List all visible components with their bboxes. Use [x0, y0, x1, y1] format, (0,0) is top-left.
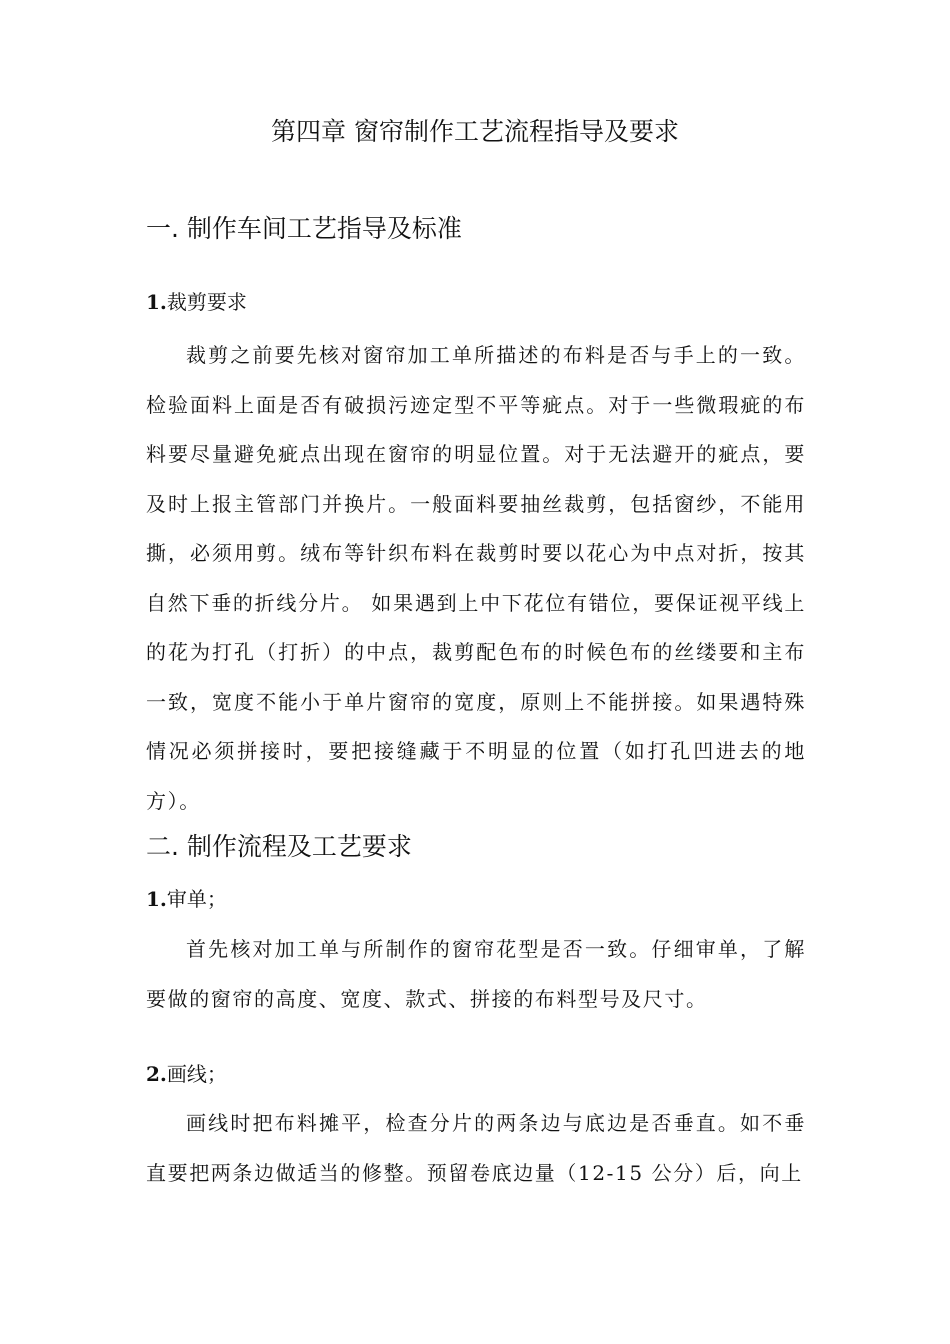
item-title: 审单；	[166, 887, 227, 911]
sub-heading-review-order	[146, 884, 227, 914]
section-heading-1: 一. 制作车间工艺指导及标准	[146, 214, 462, 243]
item-title: 画线；	[166, 1062, 227, 1086]
sub-heading-drawing-lines	[146, 1059, 227, 1089]
sub-heading-cutting	[146, 287, 247, 317]
chapter-title: 第四章 窗帘制作工艺流程指导及要求	[271, 117, 679, 146]
paragraph-drawing-lines: 画线时把布料摊平，检查分片的两条边与底边是否垂直。如不垂直要把两条边做适当的修整。预留卷底边量（12-15 公分）后，向上	[146, 1111, 806, 1185]
paragraph-cutting-requirements: 裁剪之前要先核对窗帘加工单所描述的布料是否与手上的一致。检验面料上面是否有破损污迹定型不平等疵点。对于一些微瑕疵的布料要尽量避免疵点出现在窗帘的明显位置。对于无法避开的疵点，要及时上报主管部门并换片。一般面料要抽丝裁剪，包括窗纱，不能用撕，必须用剪。绒布等针织布料在裁剪时要以花心为中点对折，按其自然下垂的折线分片。 如果遇到上中下花位有错位，要保证视平线上的花为打孔（打折）的中点，裁剪配色布的时候色布的丝缕要和主布一致，宽度不能小于单片窗帘的宽度，原则上不能拼接。如果遇特殊情况必须拼接时，要把接缝藏于不明显的位置（如打孔凹进去的地方）。	[146, 343, 806, 813]
section-heading-2: 二. 制作流程及工艺要求	[146, 832, 412, 861]
item-number: 1.	[146, 290, 167, 314]
item-title: 裁剪要求	[166, 290, 247, 314]
paragraph-review-order: 首先核对加工单与所制作的窗帘花型是否一致。仔细审单，了解要做的窗帘的高度、宽度、款式、拼接的布料型号及尺寸。	[146, 937, 806, 1011]
item-number: 1.	[146, 887, 167, 911]
item-number: 2.	[146, 1062, 167, 1086]
